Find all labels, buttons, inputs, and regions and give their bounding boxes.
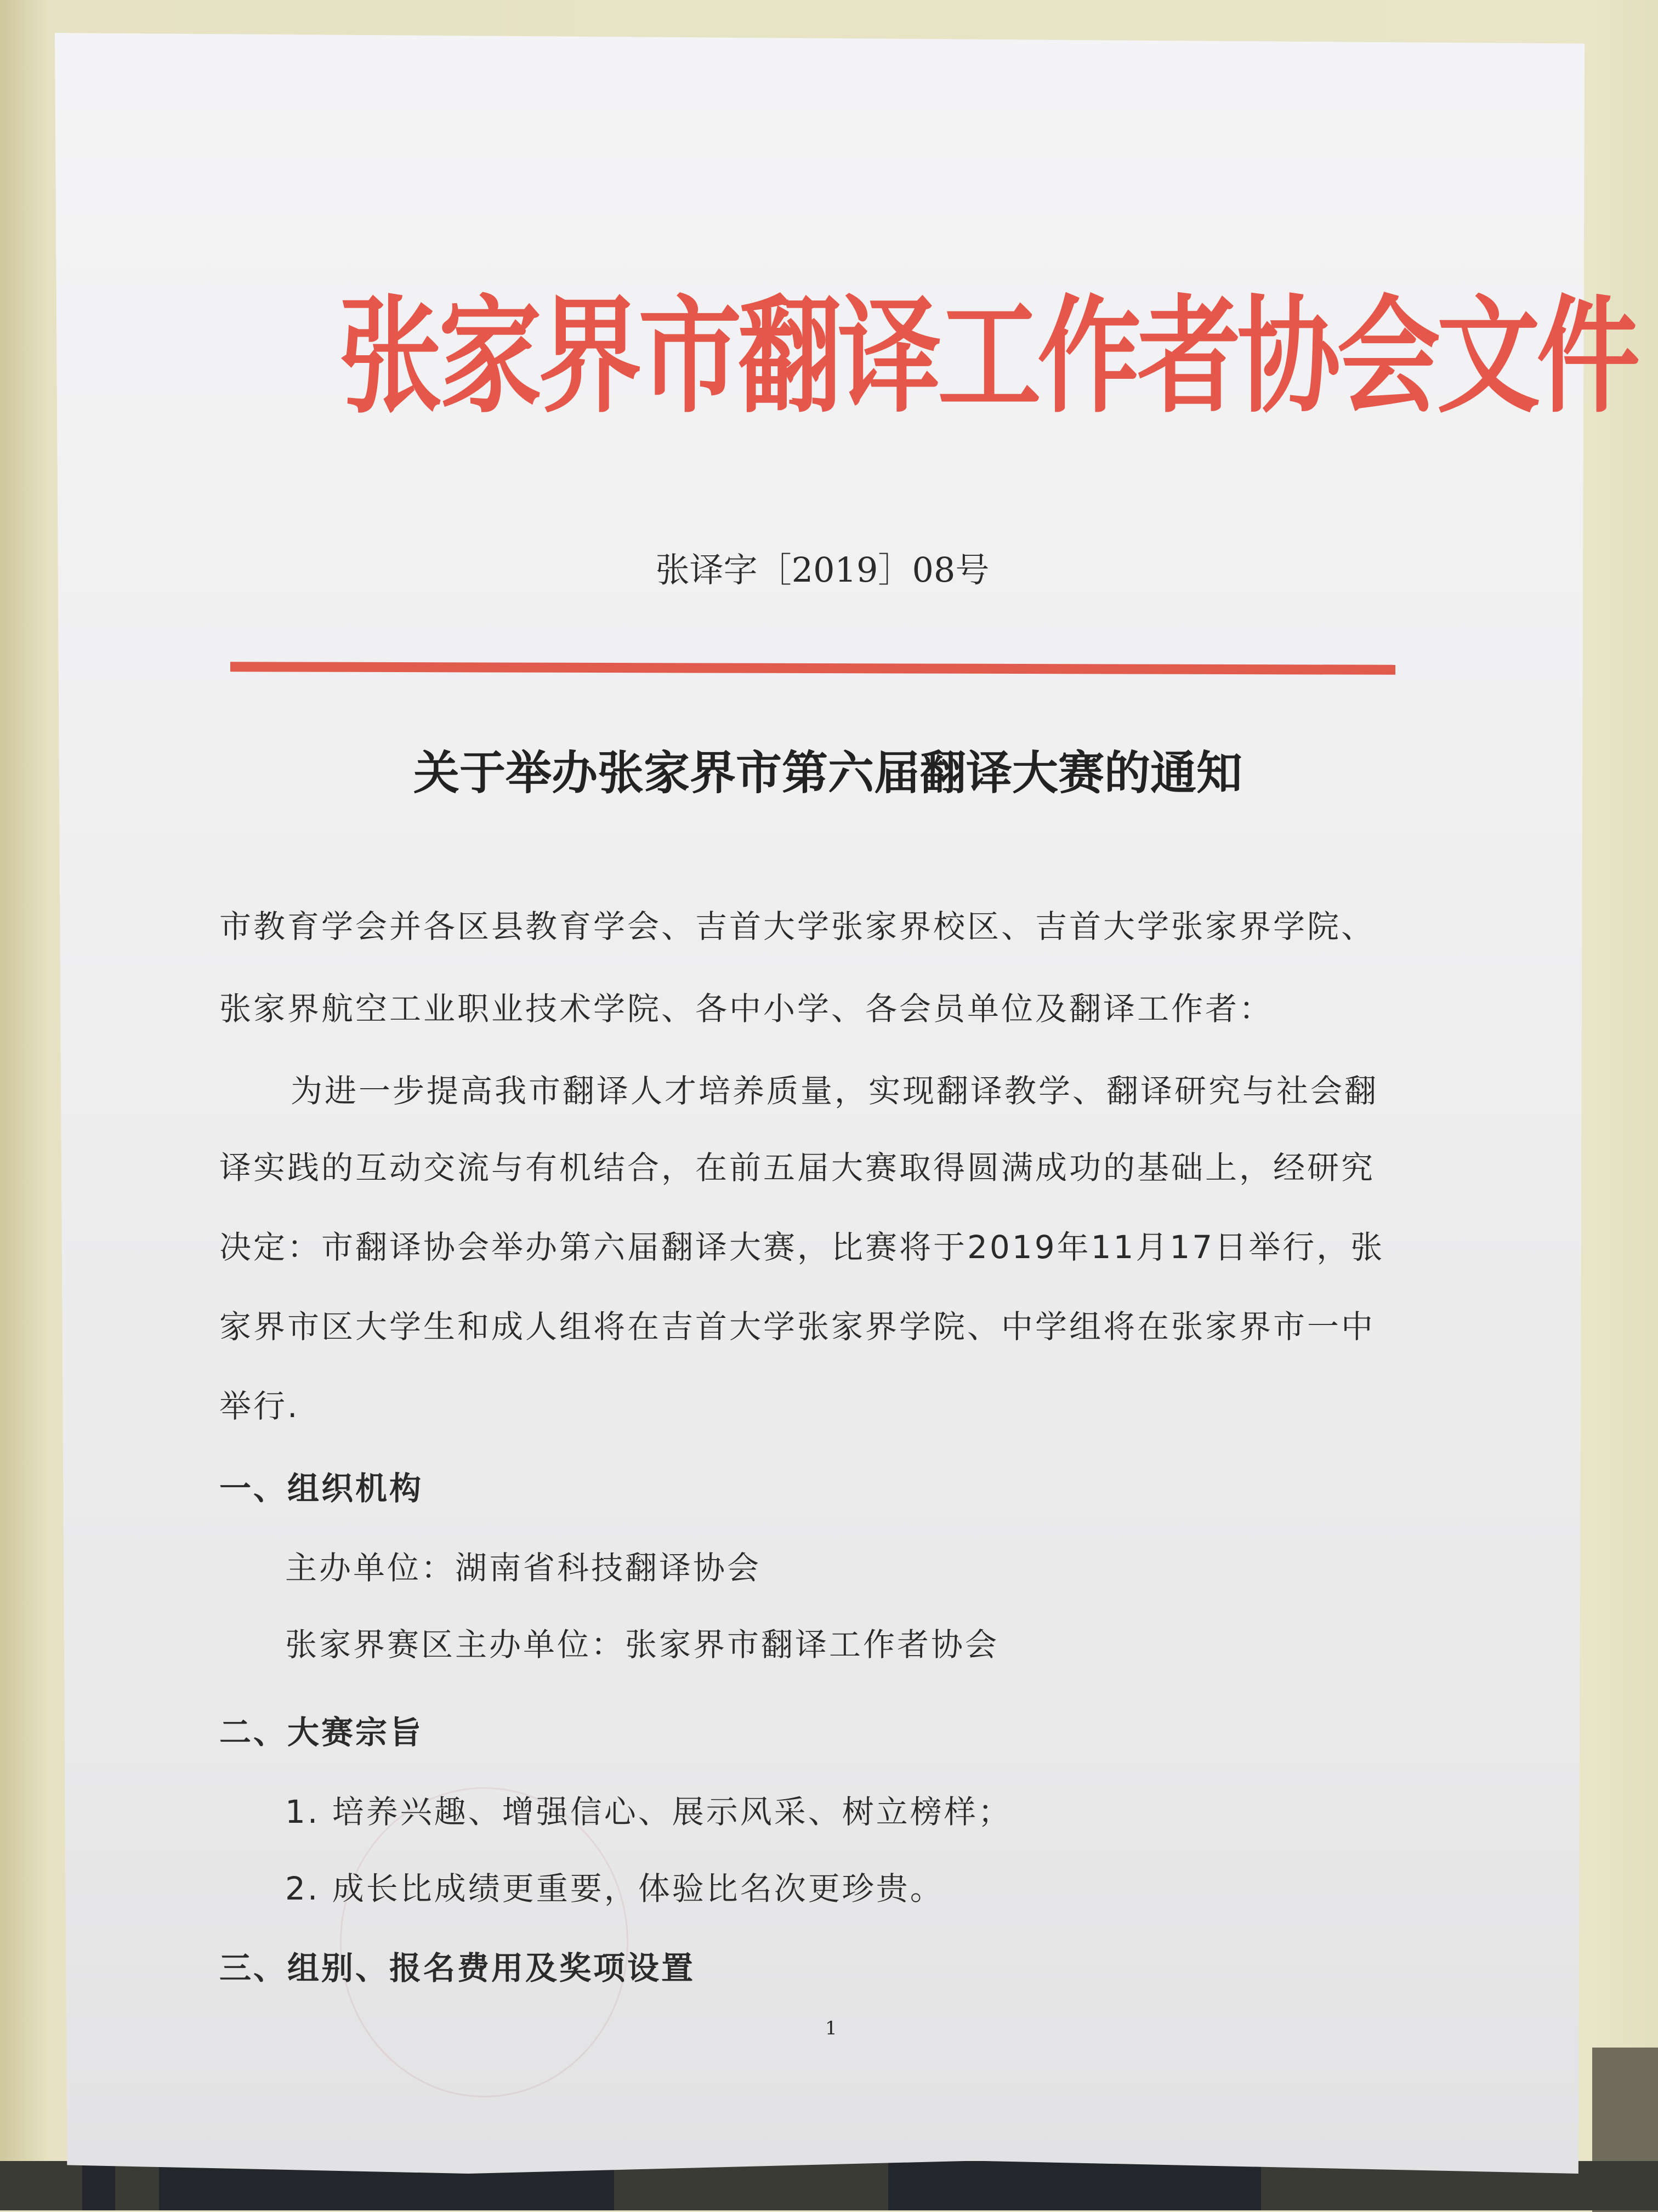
document-masthead: 张家界市翻译工作者协会文件 [339, 282, 1637, 430]
section-heading-organization: 一、组织机构 [219, 1470, 424, 1507]
addressee-line-2: 张家界航空工业职业技术学院、各中小学、各会员单位及翻译工作者： [219, 990, 1274, 1027]
section-heading-purpose: 二、大赛宗旨 [219, 1714, 424, 1751]
section-item: 主办单位：湖南省科技翻译协会 [285, 1549, 762, 1587]
intro-line-5: 举行. [219, 1388, 300, 1425]
document-title: 关于举办张家界市第六届翻译大赛的通知 [413, 746, 1242, 800]
document-number: 张译字［2019］08号 [655, 550, 990, 590]
intro-line-2: 译实践的互动交流与有机结合，在前五届大赛取得圆满成功的基础上，经研究 [219, 1149, 1376, 1186]
section-item: 2. 成长比成绩更重要，体验比名次更珍贵。 [285, 1870, 944, 1907]
intro-line-3: 决定：市翻译协会举办第六届翻译大赛，比赛将于2019年11月17日举行，张 [219, 1229, 1385, 1266]
section-heading-groups-fees-awards: 三、组别、报名费用及奖项设置 [219, 1949, 696, 1987]
intro-line-4: 家界市区大学生和成人组将在吉首大学张家界学院、中学组将在张家界市一中 [219, 1308, 1376, 1345]
page-number: 1 [825, 2017, 837, 2039]
addressee-line-1: 市教育学会并各区县教育学会、吉首大学张家界校区、吉首大学张家界学院、 [219, 908, 1376, 945]
chair-seat [888, 2161, 1261, 2210]
chair-leg [82, 2161, 115, 2210]
intro-line-1: 为进一步提高我市翻译人才培养质量，实现翻译教学、翻译研究与社会翻 [291, 1072, 1379, 1110]
section-item: 1. 培养兴趣、增强信心、展示风采、树立榜样； [285, 1793, 1012, 1830]
section-item: 张家界赛区主办单位：张家界市翻译工作者协会 [285, 1626, 1000, 1663]
